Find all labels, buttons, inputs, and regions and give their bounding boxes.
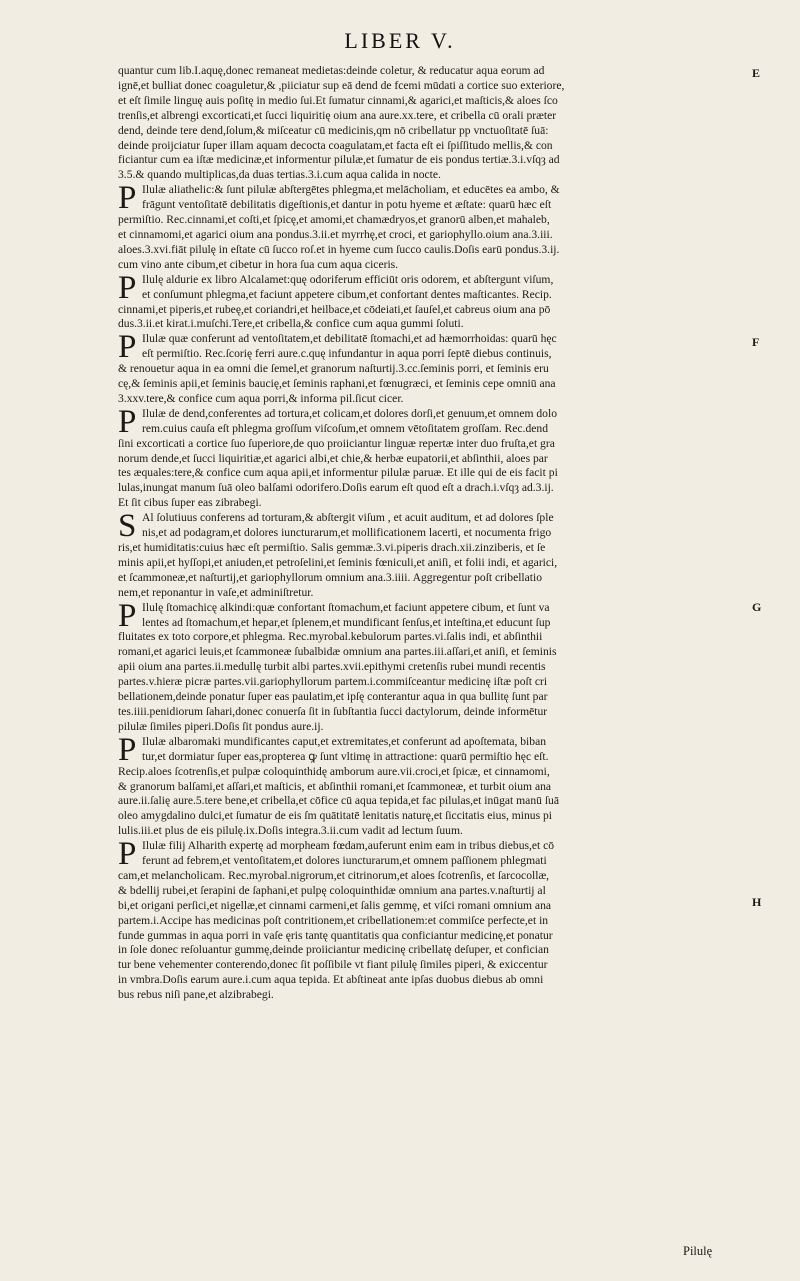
text-line: dus.3.ii.et kirat.i.muſchi.Tere,et cribella,& confice cum aqua gummi ſoluti. [118, 317, 464, 331]
text-line: ficiantur cum ea iſtæ medicinæ,et informentur pilulæ,et ſumatur de eis pondus tertiæ.3.i.vſqȝ ad [118, 153, 560, 167]
margin-letter-f: F [752, 335, 760, 349]
drop-initial: P [118, 329, 137, 366]
paragraph-5 [118, 508, 738, 600]
text-line: aure.ii.ſalię aure.5.tere bene,et cribella,et cōfice cū aqua tepida,et fac pilulas,et inūgat manū ſuā [118, 794, 559, 808]
paragraph-2 [118, 269, 738, 333]
text-line: & bdellij rubei,et ſerapini de ſaphani,et pulpę coloquinthidæ omnium ana partes.v.naſturtij al [118, 883, 546, 897]
text-line: nem,et reponantur in vaſe,et adminiſtretur. [118, 585, 314, 599]
text-line: Ilulæ filij Alharith expertę ad morpheam fœdam,auferunt enim eam in tribus diebus,et cō [142, 839, 555, 853]
text-line: Et ſit cibus ſuper eas zibrabegi. [118, 496, 262, 510]
text-line: ignē,et bulliat donec coaguletur,& ,piiciatur sup eā dend de fcemi mūdati a cortice suo exteriore, [118, 78, 565, 92]
text-line: aloes.3.xvi.fiāt pilulę in eſtate cū ſucco roſ.et in hyeme cum ſucco caulis.Doſis earū pondus.3.ij. [118, 242, 560, 256]
text-line: in vmbra.Doſis earum aure.i.cum aqua tepida. Et abſtineat ante ipſas duobus diebus ab omni [118, 973, 544, 987]
drop-initial: P [118, 597, 137, 634]
text-line: Ilulæ aliathelic:& ſunt pilulæ abſtergētes phlegma,et melācholiam, et educētes ea ambo, & [142, 183, 560, 197]
catchword: Pilulę [683, 1244, 713, 1258]
text-line: lulas,inungat manum ſuā oleo balſami odorifero.Doſis earum eſt quod eſt a drach.i.vſqȝ ad.3.ij. [118, 481, 554, 495]
margin-letter-g: G [752, 600, 762, 614]
text-line: partem.i.Accipe has medicinas poſt contritionem,et cribellationem:et commiſce perfecte,et in [118, 913, 549, 927]
text-line: lentes ad ſtomachum,et hepar,et ſplenem,et mundificant ſenſus,et inteſtina,et educunt ſup [142, 615, 551, 629]
text-line: tes æquales:tere,& confice cum aqua apii,et informentur pilulæ paruæ. Et ille qui de eis facit pi [118, 466, 558, 480]
text-line: 3.5.& quando multiplicas,da duas tertias.3.i.cum aqua calida in nocte. [118, 168, 441, 182]
text-line: partes.v.hieræ picræ partes.vii.gariophyllorum partem.i.commiſceantur medicinę iſtæ poſt cri [118, 675, 548, 689]
text-line: cinnami,et piperis,et rubeę,et coriandri,et heilbace,et cōdeiati,et ſauſel,et cabreus oium ana pō [118, 302, 551, 316]
drop-initial: S [118, 508, 137, 545]
text-line: & renouetur aqua in ea omni die ſemel,et granorum naſturtij.3.cc.ſeminis porri, et ſeminis eru [118, 362, 549, 376]
text-line: quantur cum lib.I.aquę,donec remaneat medietas:deinde coletur, & reducatur aqua eorum ad [118, 64, 545, 77]
text-block [118, 64, 738, 1003]
text-line: ris,et humiditatis:cuius hæc eſt permiſtio. Salis gemmæ.3.vi.piperis drach.xii.zinziberis, et ſe [118, 541, 546, 554]
margin-letter-h: H [752, 895, 762, 909]
text-line: cę,& ſeminis apii,et ſeminis baucię,et ſeminis raphani,et fœnugræci, et ſeminis cepe omniū ana [118, 377, 556, 391]
text-line: lulis.iii.et plus de eis pilulę.ix.Doſis integra.3.ii.cum vadit ad lectum ſuum. [118, 824, 463, 838]
text-line: Ilulæ quæ conferunt ad ventoſitatem,et debilitatē ſtomachi,et ad hæmorrhoidas: quarū hęc [142, 332, 557, 346]
drop-initial: P [118, 180, 137, 217]
text-line: frāgunt ventoſitatē debilitatis digeſtionis,et dantur in potu hyeme et æſtate: quarū hæc eſt [142, 198, 552, 212]
text-line: bellationem,deinde ponatur ſuper eas paulatim,et ipſę conterantur aqua in qua bullitę ſunt par [118, 690, 548, 704]
paragraph-0 [118, 64, 738, 183]
text-line: Al ſolutiuus conferens ad torturam,& abſtergit viſum , et acuit auditum, et ad dolores ſple [142, 511, 554, 525]
paragraph-6 [118, 597, 738, 735]
text-line: & granorum balſami,et aſſari,et maſticis, et abſinthii romani,et ſcammoneæ, et turbit oium ana [118, 779, 552, 793]
text-line: Ilulę aldurie ex libro Alcalamet:quę odoriferum efficiūt oris odorem, et abſtergunt viſum, [142, 272, 554, 286]
text-line: norum dende,et ſucci liquiritiæ,et agarici albi,et chie,& herbæ eupatorii,et abſinthii, aloes par [118, 451, 548, 465]
text-line: minis apii,et hyſſopi,et aniuden,et petroſelini,et ſeminis fœniculi,et aniſi, et folii indi, et agarici, [118, 555, 558, 569]
text-line: cum vino ante cibum,et cibetur in hora ſua cum aqua ciceris. [118, 257, 399, 271]
running-head: LIBER V. [344, 28, 456, 53]
text-line: nis,et ad podagram,et dolores iuncturarum,et mollificationem lacerti, et nocumenta frigo [142, 526, 552, 540]
text-line: trenſis,et albrengi excorticati,et ſucci liquiritię oium ana aure.xx.tere, et cribella cū orali præter [118, 108, 557, 122]
text-line: permiſtio. Rec.cinnami,et coſti,et ſpicę,et amomi,et chamædryos,et granorū alben,et mahaleb, [118, 213, 550, 227]
text-line: fluitates ex toto corpore,et phlegma. Rec.myrobal.kebulorum partes.vi.ſalis indi, et abſinthii [118, 630, 543, 644]
drop-initial: P [118, 403, 137, 440]
paragraph-3 [118, 329, 738, 407]
text-line: ferunt ad febrem,et ventoſitatem,et dolores iuncturarum,et omnem paſſionem phlegmati [142, 854, 547, 868]
text-line: Recip.aloes ſcotrenſis,et pulpæ coloquinthidę amborum aure.vii.croci,et ſpicæ, et cinnamomi, [118, 764, 550, 778]
text-line: Ilulæ de dend,conferentes ad tortura,et colicam,et dolores dorſi,et genuum,et omnem dolo [142, 406, 557, 420]
text-line: tur,et dormiatur ſuper eas,propterea ꝙ ſunt vltimę in attractione: quarū permiſtio hęc eſt. [142, 749, 549, 763]
text-line: apii oium ana partes.ii.medullę turbit albi partes.xvii.epithymi cretenſis rubei mundi recentis [118, 660, 546, 674]
text-line: et ſcammoneæ,et naſturtij,et gariophyllorum omnium ana.3.iiii. Aggregentur poſt cribellatio [118, 570, 543, 584]
text-line: funde gummas in aqua porri in vaſe ęris tantę quantitatis qua conficiantur medicinę,et ponatur [118, 928, 553, 942]
text-line: deinde proijciatur ſuper illam aquam decocta coagulatam,et facta eſt ei ſpiſſitudo mellis,& con [118, 138, 553, 152]
text-line: tes.iiii.penidiorum ſahari,donec conuerſa ſit in ſubſtantia ſucci dactylorum, deinde informētur [118, 704, 548, 718]
drop-initial: P [118, 836, 137, 873]
margin-letter-e: E [752, 66, 761, 80]
text-line: romani,et agarici leuis,et ſcammoneæ ſubalbidæ omnium ana partes.iii.aſſari,et aniſi, et ſeminis [118, 645, 557, 659]
drop-initial: P [118, 269, 137, 306]
text-line: et eſt ſimile linguę auis poſitę in medio ſui.Et ſumatur cinnami,& agarici,et maſticis,& aloes ſco [118, 93, 558, 107]
paragraph-1 [118, 180, 738, 272]
text-line: dend, deinde tere dend,ſolum,& miſceatur cū medicinis,qm nō cribellatur pp vnctuoſitatē ſuā: [118, 123, 549, 137]
text-line: in ſole donec reſoluantur gummę,deinde proiiciantur medicinę cribellatę deſuper, et confician [118, 943, 549, 957]
text-line: cam,et melancholicam. Rec.myrobal.nigrorum,et citrinorum,et aloes ſcotrenſis, et ſarcocollæ, [118, 868, 550, 882]
text-line: ſini excorticati a cortice ſuo ſuperiore,de quo proiiciantur linguæ repertæ inter duo fruſta,et gra [118, 436, 555, 450]
paragraph-8 [118, 836, 738, 1003]
text-line: oleo amygdalino dulci,et ſumatur de eis ſm quātitatē lenitatis naturę,et ſiccitatis eius, minus pi [118, 809, 553, 823]
text-line: tur bene vehementer conterendo,donec ſit poſſibile vt fiant pilulę ſimiles piperi, & exiccentur [118, 958, 548, 972]
text-line: rem.cuius cauſa eſt phlegma groſſum viſcoſum,et omnem vētoſitatem groſſam. Rec.dend [142, 421, 548, 435]
drop-initial: P [118, 731, 137, 768]
text-line: et conſumunt phlegma,et faciunt appetere cibum,et confortant dentes maſticantes. Recip. [142, 287, 552, 301]
text-line: eſt permiſtio. Rec.ſcorię ferri aure.c.quę infundantur in aqua porri ſeptē diebus continuis, [142, 347, 552, 361]
text-line: bi,et origani perſici,et nigellæ,et cinnami carmeni,et ſalis gemmę, et viſci romani omnium ana [118, 898, 552, 912]
text-line: bus rebus niſi pane,et alzibrabegi. [118, 988, 274, 1002]
text-line: 3.xxv.tere,& confice cum aqua porri,& informa pil.ſicut cicer. [118, 391, 404, 405]
text-line: Ilulæ albaromaki mundificantes caput,et extremitates,et conferunt ad apoſtemata, biban [142, 734, 547, 748]
paragraph-4 [118, 403, 738, 511]
paragraph-7 [118, 731, 738, 839]
text-line: et cinnamomi,et agarici oium ana pondus.3.ii.et myrrhę,et croci, et gariophyllo.oium ana.3.iii. [118, 227, 553, 241]
text-line: pilulæ ſimiles piperi.Doſis ſit pondus aure.ij. [118, 719, 324, 733]
text-line: Ilulę ſtomachicę alkindi:quæ confortant ſtomachum,et faciunt appetere cibum, et ſunt va [142, 600, 550, 614]
